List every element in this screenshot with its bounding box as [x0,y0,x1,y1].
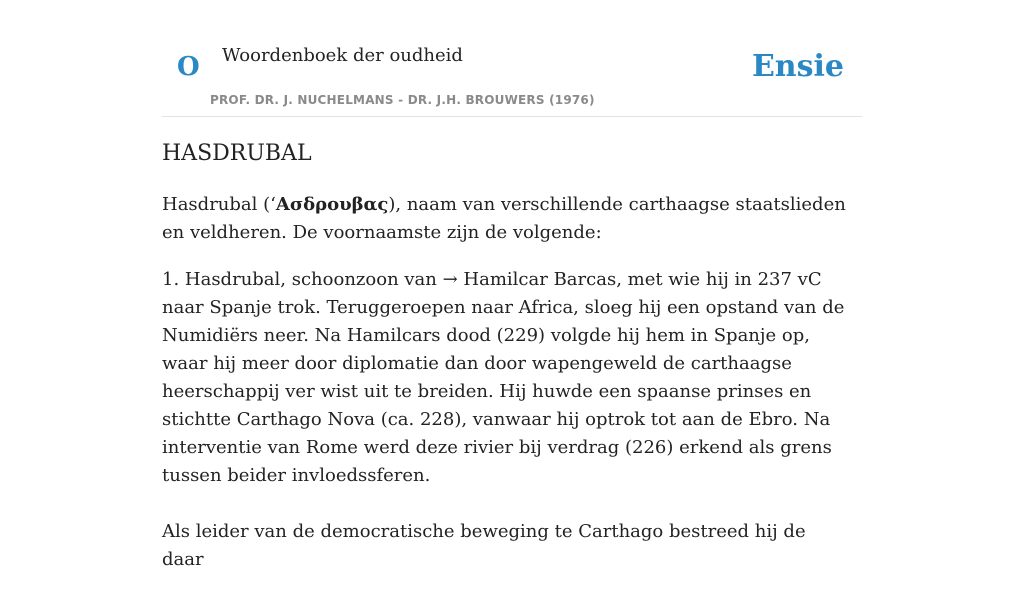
article-intro [162,191,852,247]
intro-text-after: ), naam van verschillende carthaagse staatslieden en veldheren. De voornaamste zijn de volgende: [162,194,846,243]
paragraph-1-text-before: 1. Hasdrubal, schoonzoon van [162,269,443,290]
article-paragraph-1 [162,266,852,490]
site-header [162,0,862,117]
dictionary-letter: O [177,52,200,82]
intro-text-before: Hasdrubal (‘ [162,194,276,215]
ensie-logo-link[interactable]: Ensie [751,49,844,84]
book-title[interactable]: Woordenboek der oudheid [222,45,463,66]
book-authors: PROF. DR. J. NUCHELMANS - DR. J.H. BROUWERS (1976) [210,93,595,107]
article-paragraph-2: Als leider van de democratische beweging te Carthago bestreed hij de daar [162,521,806,570]
paragraph-1-text-after: , met wie hij in 237 vC naar Spanje trok. Teruggeroepen naar Africa, sloeg hij een opstand van de Numidiërs neer. Na Hamilcars dood (229) volgde hij hem in Spanje op, waar hij meer door diplomatie dan door wapengeweld de carthaagse heerschappij ver wist uit te breiden. Hij huwde een spaanse prinses en stichtte Carthago Nova (ca. 228), vanwaar hij optrok tot aan de Ebro. Na interventie van Rome werd deze rivier bij verdrag (226) erkend als grens tussen beider invloedssferen. [162,269,845,486]
greek-name: Ασδρουβας [275,194,389,215]
article-headword: HASDRUBAL [162,141,312,166]
hamilcar-barcas-link[interactable]: → Hamilcar Barcas [442,269,617,290]
article-body [162,138,852,593]
